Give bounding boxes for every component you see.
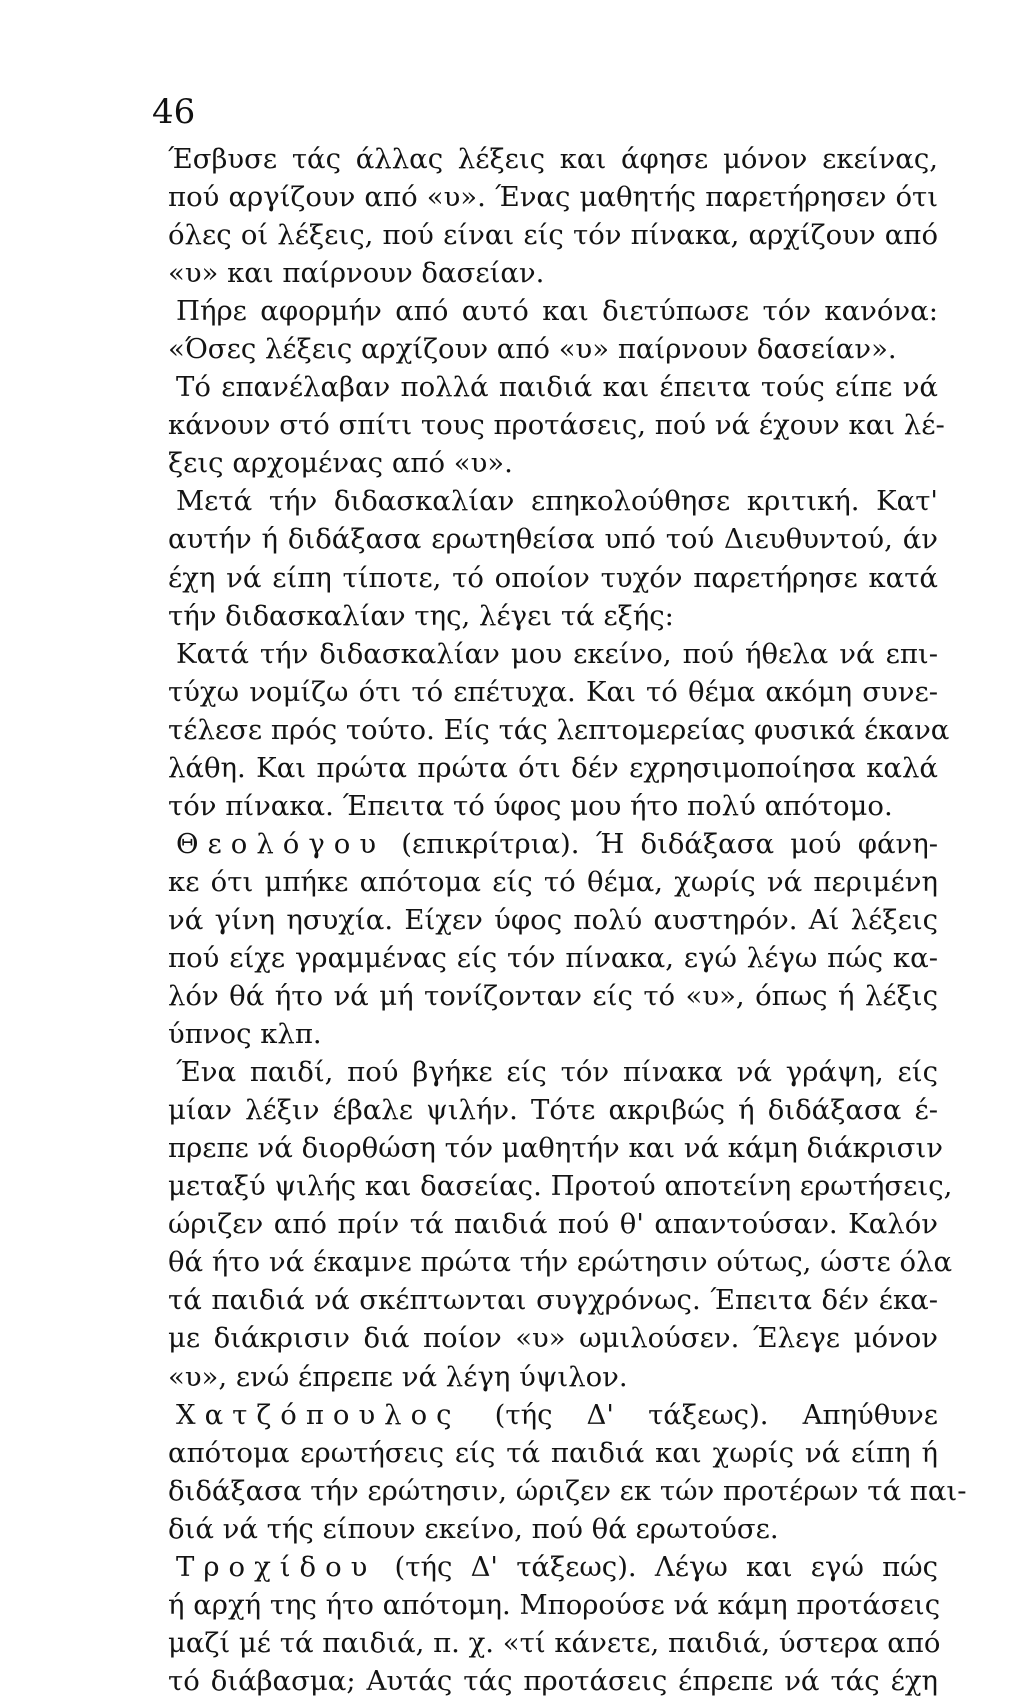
text-line bbox=[168, 977, 938, 1015]
line-text: (τής Δ' τάξεως). Απηύθυνε bbox=[460, 1398, 938, 1431]
text-line bbox=[168, 825, 938, 863]
line-text: θά ήτο νά έκαμνε πρώτα τήν ερώτησιν ούτως, ώστε όλα bbox=[168, 1246, 953, 1279]
text-line bbox=[168, 1015, 938, 1053]
line-text: μαζί μέ τά παιδιά, π. χ. «τί κάνετε, παιδιά, ύστερα από bbox=[168, 1626, 941, 1659]
text-line bbox=[168, 673, 938, 711]
text-line bbox=[168, 787, 938, 825]
line-text: αυτήν ή διδάξασα ερωτηθείσα υπό τού Διευθυντού, άν bbox=[168, 523, 938, 556]
text-line bbox=[168, 1358, 938, 1396]
line-text: απότομα ερωτήσεις είς τά παιδιά και χωρίς νά είπη ή bbox=[168, 1436, 938, 1469]
line-text: Κατά τήν διδασκαλίαν μου εκείνο, πού ήθελα νά επι- bbox=[176, 637, 938, 670]
line-text: ώριζεν από πρίν τά παιδιά πού θ' απαντούσαν. Καλόν bbox=[168, 1208, 938, 1241]
text-line bbox=[168, 711, 950, 749]
line-text: διά νά τής είπουν εκείνο, πού θά ερωτούσε. bbox=[168, 1512, 779, 1545]
line-text: τό διάβασμα; Αυτάς τάς προτάσεις έπρεπε νά τάς έχη bbox=[168, 1664, 938, 1697]
text-line bbox=[168, 1662, 938, 1700]
text-line bbox=[168, 368, 938, 406]
text-line bbox=[168, 406, 945, 444]
text-line bbox=[168, 520, 938, 558]
line-text: μίαν λέξιν έβαλε ψιλήν. Τότε ακριβώς ή διδάξασα έ- bbox=[168, 1094, 938, 1127]
line-text: ή αρχή της ήτο απότομη. Μπορούσε νά κάμη προτάσεις bbox=[168, 1588, 941, 1621]
line-text: Πήρε αφορμήν από αυτό και διετύπωσε τόν κανόνα: bbox=[176, 295, 938, 328]
text-line bbox=[168, 1281, 938, 1319]
line-text: διδάξασα τήν ερώτησιν, ώριζεν εκ τών προτέρων τά παι- bbox=[168, 1474, 967, 1507]
line-text: Έσβυσε τάς άλλας λέξεις και άφησε μόνον εκείνας, bbox=[168, 143, 938, 175]
line-text: κε ότι μπήκε απότομα είς τό θέμα, χωρίς νά περιμένη bbox=[168, 865, 938, 898]
line-text: (τής Δ' τάξεως). Λέγω και εγώ πώς bbox=[376, 1550, 938, 1583]
body-text bbox=[168, 140, 967, 1700]
line-text: πού αργίζουν από «υ». Ένας μαθητής παρετήρησεν ότι bbox=[168, 181, 938, 214]
text-line bbox=[168, 140, 938, 178]
line-text: πρεπε νά διορθώση τόν μαθητήν και νά κάμη διάκρισιν bbox=[168, 1132, 943, 1165]
text-line bbox=[168, 1586, 941, 1624]
text-line bbox=[168, 597, 938, 635]
text-line bbox=[168, 1243, 953, 1281]
line-text: ξεις αρχομένας από «υ». bbox=[168, 447, 513, 480]
line-text: μεταξύ ψιλής και δασείας. Προτού αποτείνη ερωτήσεις, bbox=[168, 1170, 953, 1203]
line-text: τήν διδασκαλίαν της, λέγει τά εξής: bbox=[168, 599, 674, 632]
line-text: «υ» και παίρνουν δασείαν. bbox=[168, 257, 545, 290]
line-text: λάθη. Και πρώτα πρώτα ότι δέν εχρησιμοποίησα καλά bbox=[168, 751, 938, 784]
text-line bbox=[168, 1548, 938, 1586]
line-text: έχη νά είπη τίποτε, τό οποίον τυχόν παρετήρησε κατά bbox=[168, 561, 938, 594]
line-text: Τό επανέλαβαν πολλά παιδιά και έπειτα τούς είπε νά bbox=[176, 371, 938, 404]
line-text: όλες οί λέξεις, πού είναι είς τόν πίνακα, αρχίζουν από bbox=[168, 219, 938, 252]
text-line bbox=[168, 254, 938, 292]
text-line bbox=[168, 216, 938, 254]
text-line bbox=[168, 1434, 938, 1472]
text-line bbox=[168, 1472, 967, 1510]
speaker-name: Χατζόπουλος bbox=[176, 1398, 461, 1431]
text-line bbox=[168, 863, 938, 901]
line-text: τά παιδιά νά σκέπτωνται συγχρόνως. Έπειτα δέν έκα- bbox=[168, 1284, 938, 1317]
text-line bbox=[168, 1167, 953, 1205]
line-text: με διάκρισιν διά ποίον «υ» ωμιλούσεν. Έλεγε μόνον bbox=[168, 1322, 938, 1355]
text-line bbox=[168, 1053, 938, 1091]
speaker-name: Θεολόγου bbox=[176, 827, 386, 860]
text-line bbox=[168, 482, 938, 520]
line-text: «υ», ενώ έπρεπε νά λέγη ύψιλον. bbox=[168, 1360, 628, 1393]
line-text: λόν θά ήτο νά μή τονίζονταν είς τό «υ», όπως ή λέξις bbox=[168, 980, 938, 1013]
speaker-name: Τροχίδου bbox=[176, 1550, 377, 1583]
line-text: Μετά τήν διδασκαλίαν επηκολούθησε κριτική. Κατ' bbox=[176, 485, 938, 518]
line-text: νά γίνη ησυχία. Είχεν ύφος πολύ αυστηρόν. Αί λέξεις bbox=[168, 903, 938, 936]
text-line bbox=[168, 939, 938, 977]
text-line bbox=[168, 444, 938, 482]
text-line bbox=[168, 1129, 943, 1167]
text-line bbox=[168, 1319, 938, 1357]
line-text: τέλεσε πρός τούτο. Είς τάς λεπτομερείας φυσικά έκανα bbox=[168, 713, 950, 746]
text-line bbox=[168, 1205, 938, 1243]
line-text: πού είχε γραμμένας είς τόν πίνακα, εγώ λέγω πώς κα- bbox=[168, 941, 938, 974]
text-line bbox=[168, 749, 938, 787]
text-line bbox=[168, 1396, 938, 1434]
line-text: Ένα παιδί, πού βγήκε είς τόν πίνακα νά γράψη, είς bbox=[176, 1056, 938, 1089]
text-line bbox=[168, 559, 938, 597]
line-text: τύχω νομίζω ότι τό επέτυχα. Και τό θέμα ακόμη συνε- bbox=[168, 675, 938, 708]
text-line bbox=[168, 330, 938, 368]
text-line bbox=[168, 178, 938, 216]
text-line bbox=[168, 1091, 938, 1129]
text-line bbox=[168, 901, 938, 939]
line-text: (επικρίτρια). Ή διδάξασα μού φάνη- bbox=[385, 827, 938, 860]
text-line bbox=[168, 1624, 941, 1662]
text-line bbox=[168, 1510, 938, 1548]
line-text: τόν πίνακα. Έπειτα τό ύφος μου ήτο πολύ απότομο. bbox=[168, 789, 893, 822]
line-text: ύπνος κλπ. bbox=[168, 1018, 322, 1051]
line-text: κάνουν στό σπίτι τους προτάσεις, πού νά έχουν και λέ- bbox=[168, 409, 945, 442]
text-line bbox=[168, 292, 938, 330]
page-number: 46 bbox=[152, 92, 196, 132]
line-text: «Όσες λέξεις αρχίζουν από «υ» παίρνουν δασείαν». bbox=[168, 333, 897, 366]
text-line bbox=[168, 635, 938, 673]
